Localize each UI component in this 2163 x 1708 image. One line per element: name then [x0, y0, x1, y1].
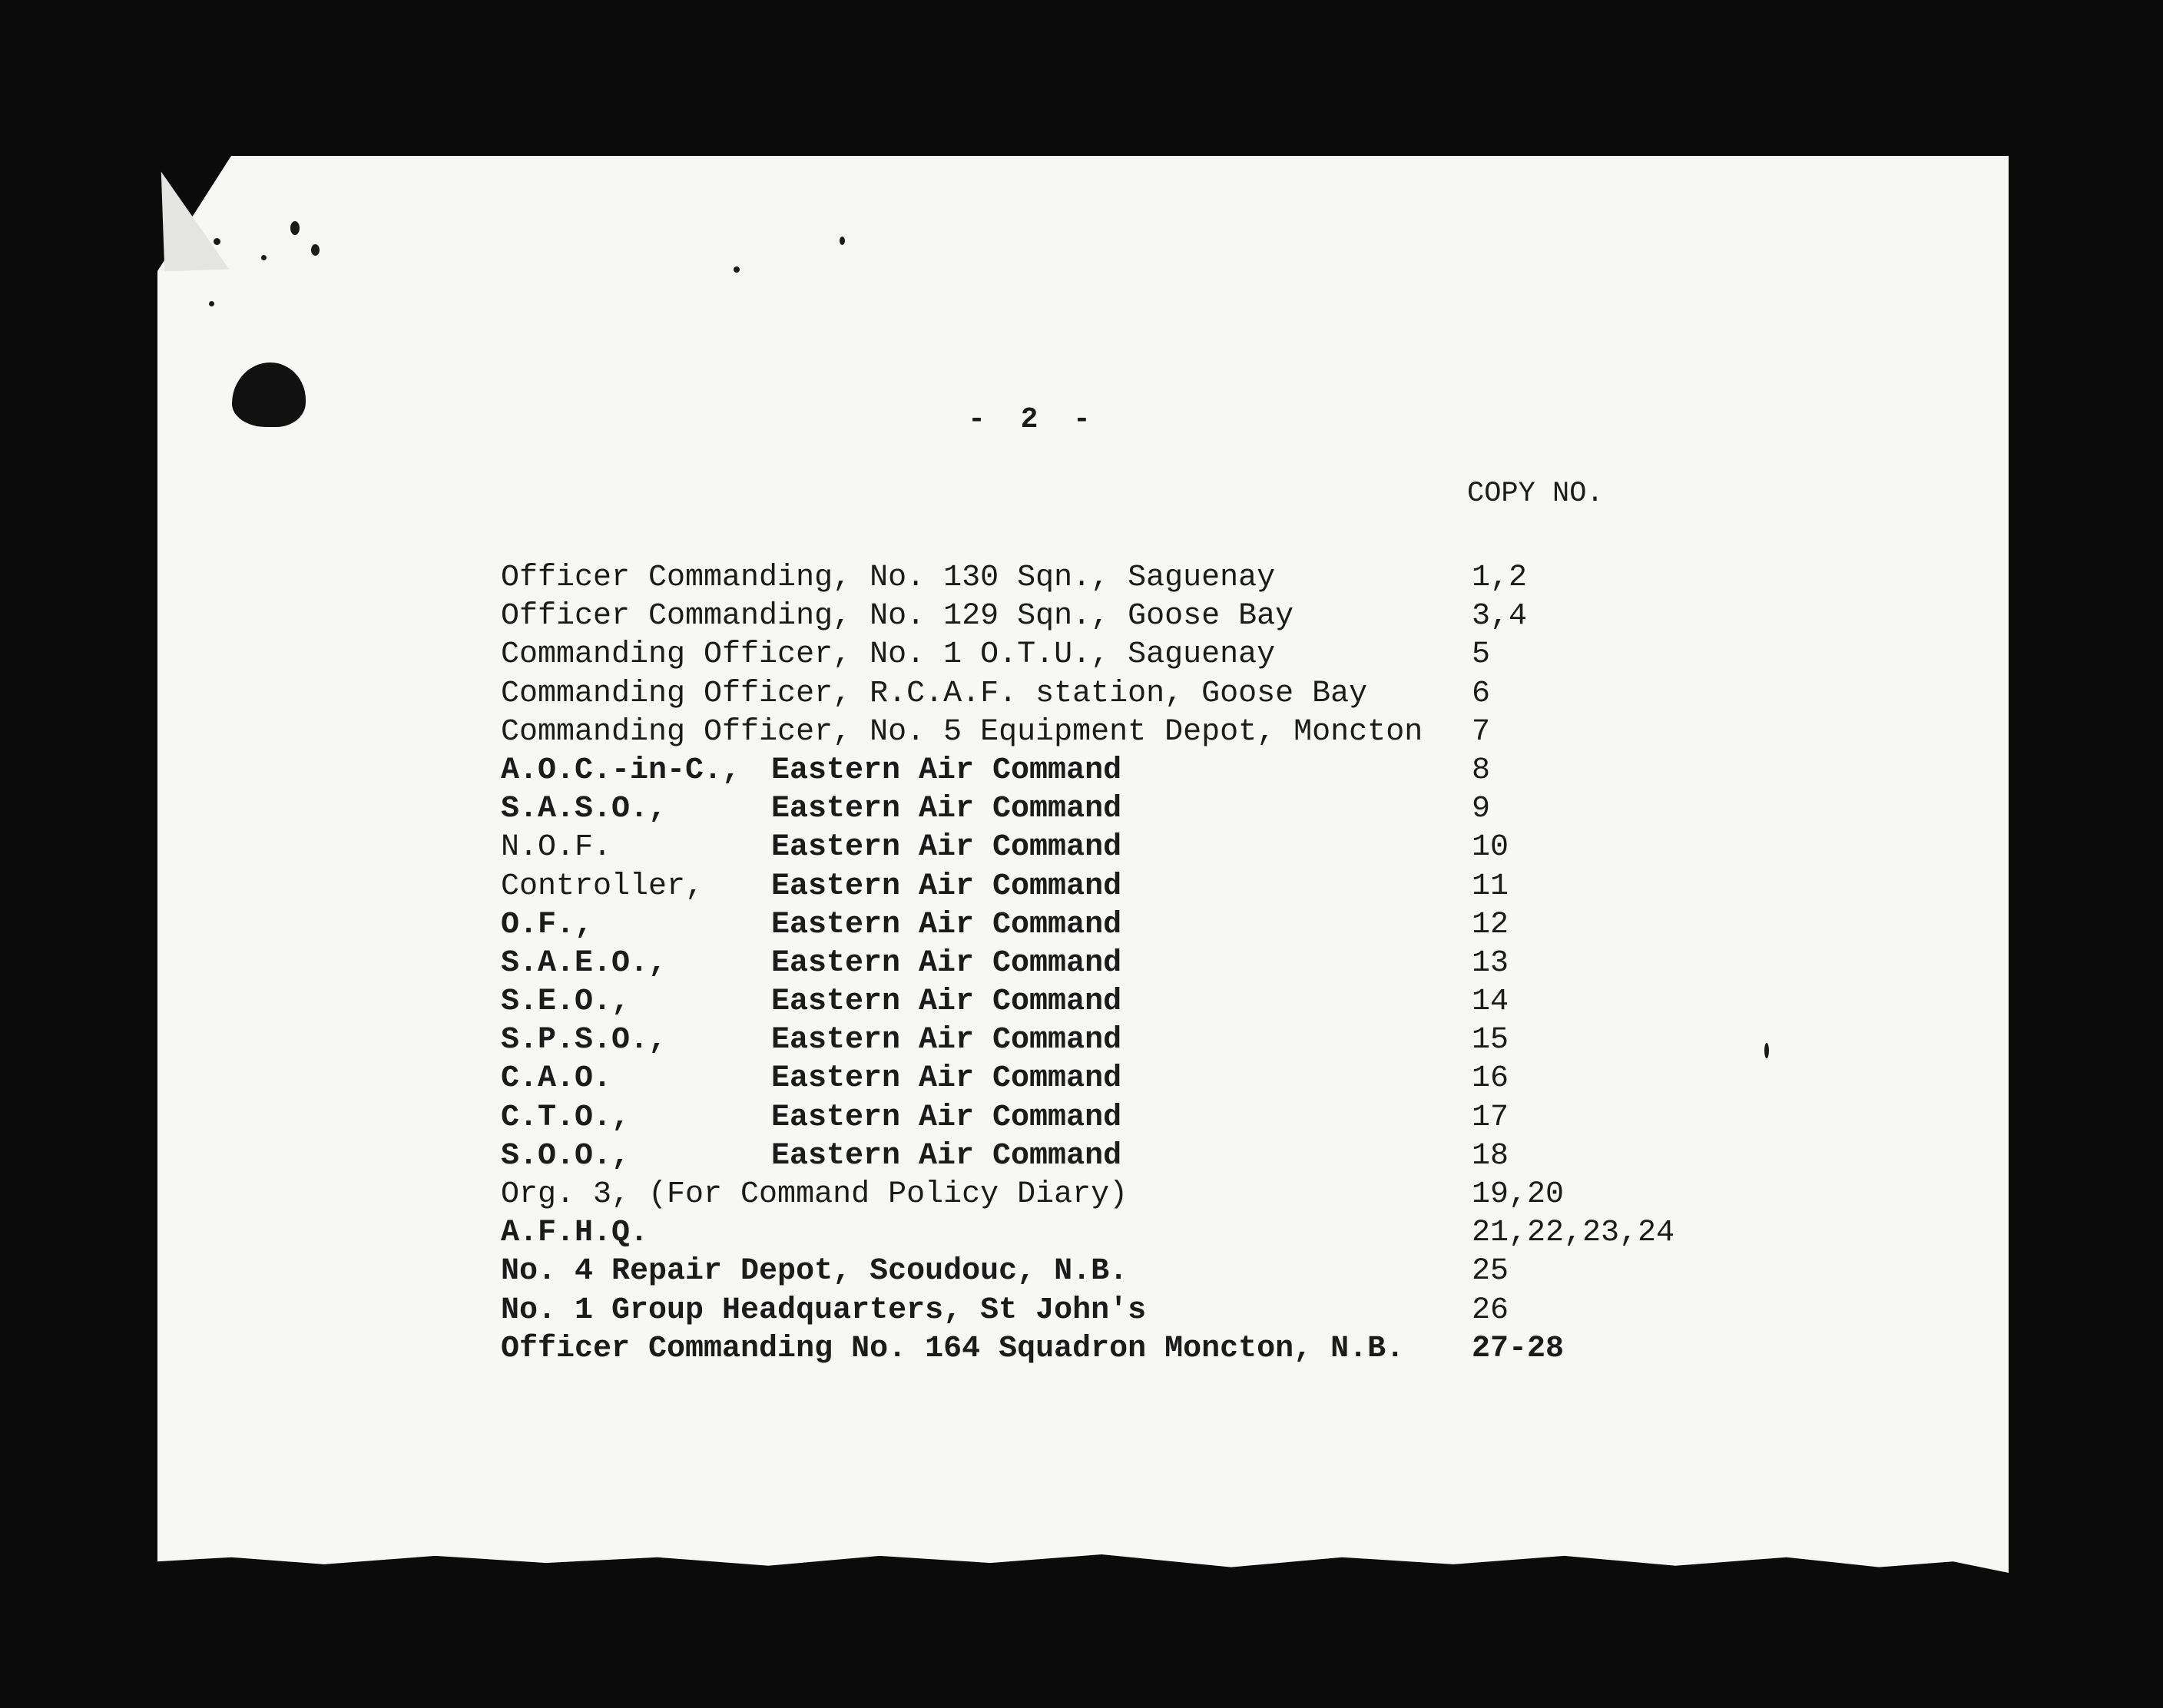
recipient-command: Eastern Air Command [771, 830, 1122, 866]
page-number: - 2 - [968, 403, 1091, 436]
list-item [501, 1060, 1730, 1098]
recipient-name: Commanding Officer, No. 1 O.T.U., Saguenay [501, 637, 1276, 673]
distribution-list [501, 559, 1730, 1369]
copy-number: 17 [1472, 1100, 1509, 1135]
list-item [501, 636, 1730, 674]
list-item [501, 1137, 1730, 1176]
copy-number: 19,20 [1472, 1177, 1565, 1212]
recipient-name: S.A.E.O., [501, 945, 667, 981]
recipient-command: Eastern Air Command [771, 985, 1122, 1020]
list-item [501, 868, 1730, 906]
list-item [501, 559, 1730, 597]
recipient-name: No. 4 Repair Depot, Scoudouc, N.B. [501, 1254, 1128, 1289]
copy-number: 21,22,23,24 [1472, 1216, 1675, 1251]
recipient-command: Eastern Air Command [771, 792, 1122, 827]
recipient-command: Eastern Air Command [771, 907, 1122, 942]
copy-number: 25 [1472, 1254, 1509, 1289]
copy-number: 9 [1472, 792, 1491, 827]
recipient-name: Commanding Officer, R.C.A.F. station, Goose Bay [501, 676, 1368, 711]
list-item [501, 752, 1730, 790]
list-item [501, 1021, 1730, 1060]
recipient-name: Officer Commanding, No. 129 Sqn., Goose Bay [501, 599, 1294, 634]
list-item [501, 1292, 1730, 1330]
copy-number: 10 [1472, 830, 1509, 866]
list-item [501, 1330, 1730, 1369]
recipient-name: N.O.F. [501, 830, 612, 866]
copy-number: 15 [1472, 1023, 1509, 1058]
recipient-name: C.T.O., [501, 1100, 631, 1135]
recipient-command: Eastern Air Command [771, 1138, 1122, 1173]
list-item [501, 713, 1730, 752]
list-item [501, 906, 1730, 945]
copy-number: 5 [1472, 637, 1491, 673]
list-item [501, 829, 1730, 867]
recipient-name: S.P.S.O., [501, 1023, 667, 1058]
recipient-command: Eastern Air Command [771, 1100, 1122, 1135]
list-item [501, 983, 1730, 1021]
recipient-name: Org. 3, (For Command Policy Diary) [501, 1177, 1128, 1212]
recipient-name: O.F., [501, 907, 594, 942]
copy-number: 14 [1472, 985, 1509, 1020]
copy-number: 12 [1472, 907, 1509, 942]
copy-number: 8 [1472, 753, 1491, 788]
recipient-command: Eastern Air Command [771, 1023, 1122, 1058]
list-item [501, 1253, 1730, 1291]
copy-number: 7 [1472, 714, 1491, 750]
copy-number: 1,2 [1472, 561, 1528, 595]
recipient-command: Eastern Air Command [771, 869, 1122, 904]
recipient-command: Eastern Air Command [771, 945, 1122, 981]
recipient-command: Eastern Air Command [771, 753, 1122, 788]
recipient-name: C.A.O. [501, 1061, 612, 1097]
recipient-name: S.A.S.O., [501, 792, 667, 827]
list-item [501, 1176, 1730, 1214]
copy-number: 3,4 [1472, 599, 1528, 634]
recipient-name: A.F.H.Q. [501, 1216, 649, 1251]
recipient-name: S.O.O., [501, 1138, 631, 1173]
recipient-command: Eastern Air Command [771, 1061, 1122, 1097]
copy-number: 27-28 [1472, 1331, 1565, 1366]
copy-number: 6 [1472, 676, 1491, 711]
recipient-name: A.O.C.-in-C., [501, 753, 741, 788]
recipient-name: S.E.O., [501, 985, 631, 1020]
copy-number: 26 [1472, 1293, 1509, 1328]
copy-number: 18 [1472, 1138, 1509, 1173]
copy-number: 16 [1472, 1061, 1509, 1097]
recipient-name: Officer Commanding, No. 130 Sqn., Saguenay [501, 561, 1276, 595]
list-item [501, 675, 1730, 713]
list-item [501, 945, 1730, 983]
copy-number: 13 [1472, 945, 1509, 981]
recipient-name: Officer Commanding No. 164 Squadron Moncton, N.B. [501, 1331, 1405, 1366]
copy-number: 11 [1472, 869, 1509, 904]
recipient-name: Commanding Officer, No. 5 Equipment Depot, Moncton [501, 714, 1423, 750]
recipient-name: No. 1 Group Headquarters, St John's [501, 1293, 1147, 1328]
copy-number-header: COPY NO. [1467, 478, 1604, 510]
list-item [501, 1099, 1730, 1137]
recipient-name: Controller, [501, 869, 704, 904]
list-item [501, 790, 1730, 829]
list-item [501, 1214, 1730, 1253]
list-item [501, 597, 1730, 636]
